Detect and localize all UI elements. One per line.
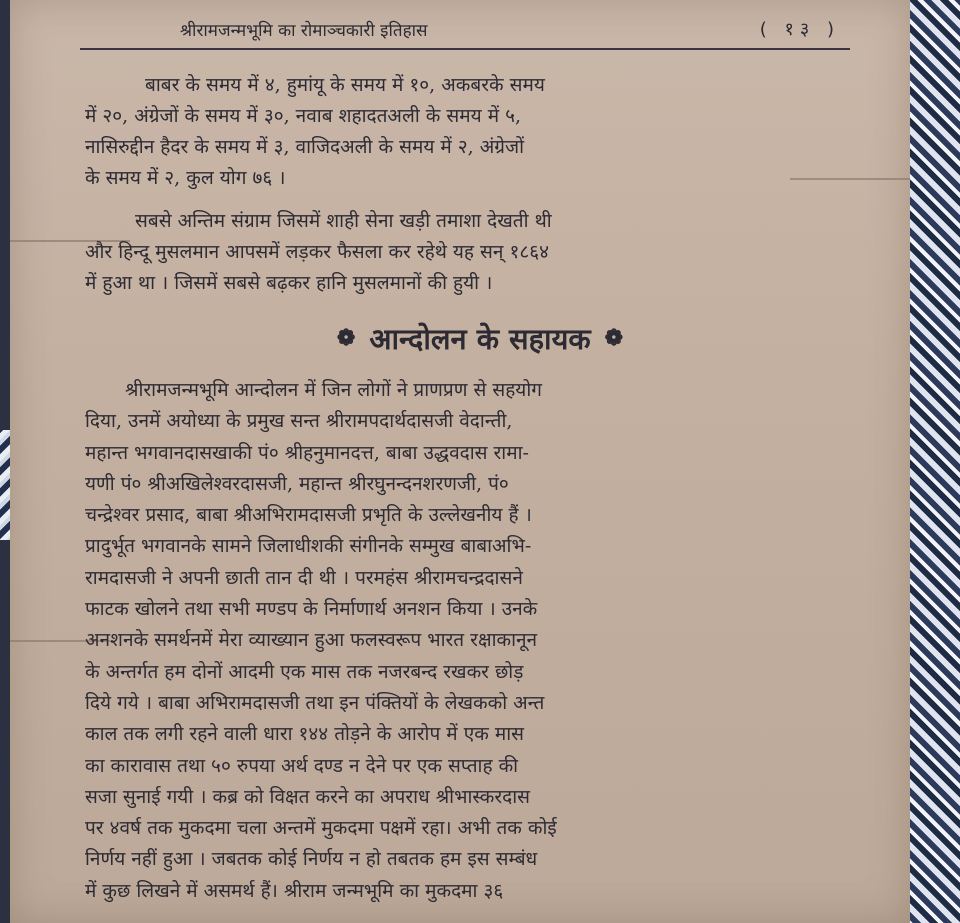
paragraph-3 [85, 375, 855, 907]
text-line: दिया, उनमें अयोध्या के प्रमुख सन्त श्रीरामपदार्थदासजी वेदान्ती, [85, 410, 513, 433]
flower-ornament-icon: ❁ [336, 325, 356, 351]
text-line: अनशनके समर्थनमें मेरा व्याख्यान हुआ फलस्वरूप भारत रक्षाकानून [85, 629, 538, 652]
paragraph-2 [85, 206, 855, 299]
text-line: रामदासजी ने अपनी छाती तान दी थी । परमहंस श्रीरामचन्द्रदासने [85, 566, 523, 589]
text-line: नासिरुद्दीन हैदर के समय में ३, वाजिदअली के समय में २, अंग्रेजों [85, 136, 525, 158]
text-line: फाटक खोलने तथा सभी मण्डप के निर्माणार्थ अनशन किया । उनके [85, 598, 538, 621]
text-line: महान्त भगवानदासखाकी पं० श्रीहनुमानदत्त, बाबा उद्धवदास रामा- [85, 441, 529, 464]
text-line: में कुछ लिखने में असमर्थ हैं। श्रीराम जन्मभूमि का मुकदमा ३६ [85, 879, 504, 902]
text-line: के अन्तर्गत हम दोनों आदमी एक मास तक नजरबन्द रखकर छोड़ [85, 660, 524, 683]
text-line: सजा सुनाई गयी । कब्र को विक्षत करने का अपराध श्रीभास्करदास [85, 785, 530, 808]
section-heading [250, 318, 710, 358]
text-line: निर्णय नहीं हुआ । जबतक कोई निर्णय न हो तबतक हम इस सम्बंध [85, 848, 538, 871]
running-title: श्रीरामजन्मभूमि का रोमाञ्चकारी इतिहास [180, 20, 428, 41]
text-line: बाबर के समय में ४, हुमांयू के समय में १०, अकबरके समय [145, 74, 545, 96]
text-line: चन्द्रेश्वर प्रसाद, बाबा श्रीअभिरामदासजी प्रभृति के उल्लेखनीय हैं । [85, 504, 532, 527]
text-line: सबसे अन्तिम संग्राम जिसमें शाही सेना खड़ी तमाशा देखती थी [135, 210, 552, 232]
book-page [10, 0, 910, 923]
text-line: में हुआ था । जिसमें सबसे बढ़कर हानि मुसलमानों की हुयी । [85, 272, 493, 294]
text-line: पर ४वर्ष तक मुकदमा चला अन्तमें मुकदमा पक्षमें रहा। अभी तक कोई [85, 817, 557, 840]
text-line: दिये गये । बाबा अभिरामदासजी तथा इन पंक्तियों के लेखकको अन्त [85, 691, 545, 714]
flower-ornament-icon: ❁ [604, 325, 624, 351]
text-line: श्रीरामजन्मभूमि आन्दोलन में जिन लोगों ने प्राणप्रण से सहयोग [125, 379, 542, 401]
text-line: का कारावास तथा ५० रुपया अर्थ दण्ड न देने पर एक सप्ताह की [85, 754, 519, 777]
text-line: में २०, अंग्रेजों के समय में ३०, नवाब शहादतअली के समय में ५, [85, 105, 522, 127]
text-line: प्रादुर्भूत भगवानके सामने जिलाधीशकी संगीनके सम्मुख बाबाअभि- [85, 535, 532, 558]
text-line: के समय में २, कुल योग ७६ । [85, 167, 286, 189]
page-number: ( १३ ) [759, 19, 840, 40]
section-heading-text: आन्दोलन के सहायक [369, 321, 591, 356]
header-rule [80, 48, 850, 50]
text-line: और हिन्दू मुसलमान आपसमें लड़कर फैसला कर रहेथे यह सन् १८६४ [85, 241, 549, 263]
page-header [80, 12, 840, 46]
text-line: यणी पं० श्रीअखिलेश्वरदासजी, महान्त श्रीरघुनन्दनशरणजी, पं० [85, 472, 509, 495]
paragraph-1 [85, 70, 855, 194]
text-line: काल तक लगी रहने वाली धारा १४४ तोड़ने के आरोप में एक मास [85, 723, 524, 746]
